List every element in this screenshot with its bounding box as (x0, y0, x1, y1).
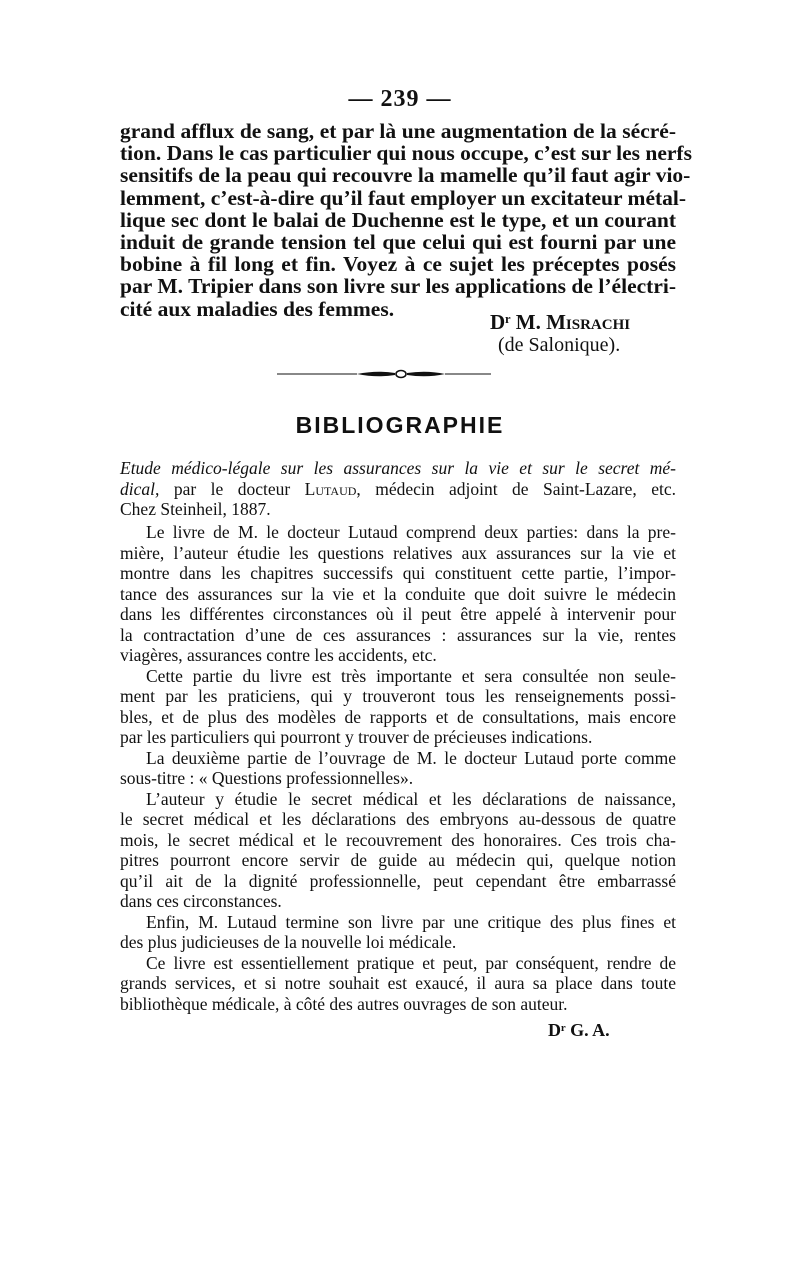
review-line: viagères, assurances contre les accidents, etc. (120, 645, 437, 665)
review-line: sous-titre : « Questions professionnelles». (120, 768, 414, 788)
review-line: mois, le secret médical et le recouvrement des honoraires. Ces trois cha- (120, 829, 676, 850)
review-line: bles, et de plus des modèles de rapports et de consultations, mais encore (120, 706, 676, 727)
review-line: le secret médical et les déclarations des embryons au-dessous de quatre (120, 809, 676, 829)
review-line: tance des assurances sur la vie et la conduite que doit suivre le médecin (120, 583, 676, 604)
page-number: — 239 — (348, 86, 452, 112)
review-line: montre dans les chapitres successifs qui constituent cette partie, l’impor- (120, 563, 676, 583)
book-reference (120, 458, 676, 520)
review-line: dans les différentes circonstances où il peut être appelé à intervenir pour (120, 604, 676, 624)
paragraph-line: induit de grande tension tel que celui qui est fourni par une (120, 230, 676, 255)
reference-text-2: , médecin adjoint de Saint-Lazare, etc. (356, 478, 677, 499)
book-title-line-2: dical, (120, 478, 160, 499)
review-line: des plus judicieuses de la nouvelle loi médicale. (120, 932, 457, 952)
signature-prefix: Dʳ M. (490, 310, 547, 334)
ornamental-divider (277, 368, 491, 380)
review-line: L’auteur y étudie le secret médical et les déclarations de naissance, (146, 788, 676, 809)
signature-name: Misrachi (546, 310, 631, 334)
reviewer-signature: Dʳ G. A. (548, 1020, 610, 1040)
review-line: bibliothèque médicale, à côté des autres ouvrages de son auteur. (120, 993, 568, 1014)
review-line: La deuxième partie de l’ouvrage de M. le docteur Lutaud porte comme (146, 747, 676, 768)
review-line: la contractation d’une de ces assurances : assurances sur la vie, rentes (120, 624, 676, 645)
review-line: ment par les praticiens, qui y trouveront tous les renseignements possi- (120, 686, 676, 706)
review-body (120, 522, 676, 1014)
book-title-line-1: Etude médico-légale sur les assurances sur la vie et sur le secret mé- (120, 458, 676, 478)
review-line: Cette partie du livre est très importante et sera consultée non seule- (146, 665, 676, 686)
reference-text: par le docteur (159, 478, 305, 499)
review-line: Enfin, M. Lutaud termine son livre par une critique des plus fines et (146, 911, 676, 932)
section-heading: BIBLIOGRAPHIE (295, 412, 505, 438)
paragraph-line: lemment, c’est-à-dire qu’il faut employer un excitateur métal- (120, 185, 687, 210)
book-author: Lutaud (304, 478, 357, 499)
review-line: Le livre de M. le docteur Lutaud comprend deux parties: dans la pre- (146, 522, 676, 542)
review-line: pitres pourront encore servir de guide au médecin qui, quelque notion (120, 850, 676, 870)
review-line: dans ces circonstances. (120, 891, 282, 911)
review-line: mière, l’auteur étudie les questions relatives aux assurances sur la vie et (120, 542, 676, 563)
publisher-line: Chez Steinheil, 1887. (120, 499, 271, 519)
review-line: grands services, et si notre souhait est exaucé, il aura sa place dans toute (120, 973, 676, 993)
continued-paragraph (120, 119, 692, 321)
review-line: Ce livre est essentiellement pratique et peut, par conséquent, rendre de (146, 952, 676, 973)
paragraph-line: cité aux maladies des femmes. (120, 296, 395, 321)
paragraph-line: sensitifs de la peau qui recouvre la mamelle qu’il faut agir vio- (120, 163, 691, 188)
paragraph-line: par M. Tripier dans son livre sur les applications de l’électri- (120, 274, 676, 299)
paragraph-line: lique sec dont le balai de Duchenne est le type, et un courant (120, 207, 676, 232)
author-signature (490, 310, 630, 334)
paragraph-line: tion. Dans le cas particulier qui nous occupe, c’est sur les nerfs (120, 141, 692, 166)
paragraph-line: grand afflux de sang, et par là une augmentation de la sécré- (120, 119, 676, 143)
signature-place: (de Salonique). (498, 334, 621, 356)
review-line: par les particuliers qui pourront y trouver de précieuses indications. (120, 727, 593, 747)
review-line: qu’il ait de la dignité professionnelle, peut cependant être embarrassé (120, 870, 676, 891)
paragraph-line: bobine à fil long et fin. Voyez à ce sujet les préceptes posés (120, 252, 676, 277)
